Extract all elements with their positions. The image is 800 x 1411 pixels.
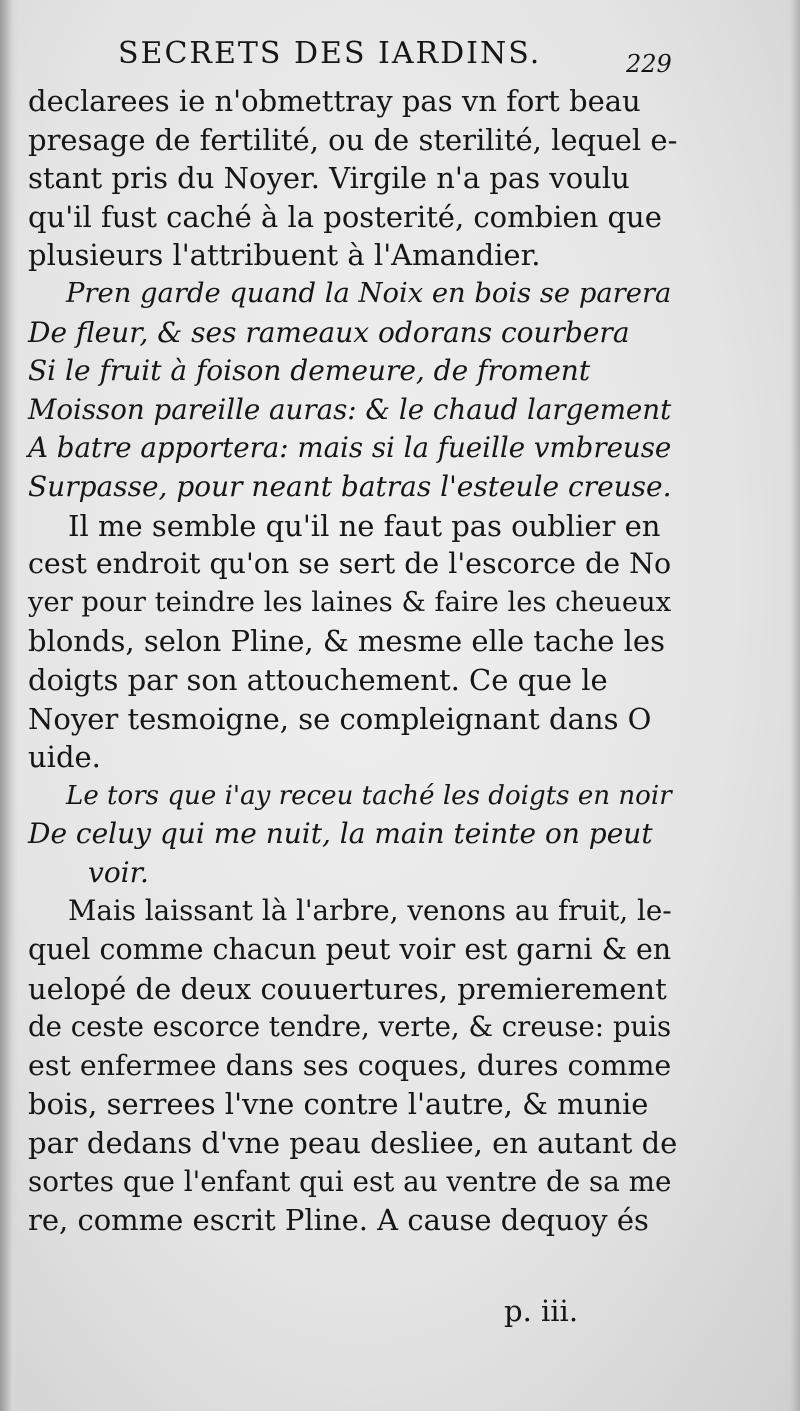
verse-line: De fleur, & ses rameaux odorans courbera <box>28 315 630 349</box>
text-line: blonds, selon Pline, & mesme elle tache les <box>28 624 665 659</box>
text-line: Mais laissant là l'arbre, venons au fruit, le- <box>68 894 672 928</box>
text-line: re, comme escrit Pline. A cause dequoy és <box>28 1203 649 1238</box>
text-line: bois, serrees l'vne contre l'autre, & munie <box>28 1087 649 1122</box>
verse-line: De celuy qui me nuit, la main teinte on peut <box>28 817 653 851</box>
page-edge-shadow <box>790 0 800 1411</box>
verse-line: Moisson pareille auras: & le chaud largement <box>28 392 672 426</box>
page-gutter-shadow <box>0 0 18 1411</box>
text-line: est enfermee dans ses coques, dures comme <box>28 1048 672 1082</box>
text-line: qu'il fust caché à la posterité, combien que <box>28 199 662 234</box>
verse-line: Le tors que i'ay receu taché les doigts en noir <box>66 780 672 811</box>
text-line: doigts par son attouchement. Ce que le <box>28 662 608 697</box>
verse-line: Surpasse, pour neant batras l'esteule creuse. <box>28 469 672 503</box>
text-line: Il me semble qu'il ne faut pas oublier en <box>68 508 661 543</box>
page-number: 229 <box>626 50 672 78</box>
page-text <box>28 82 678 1240</box>
text-line: par dedans d'vne peau desliee, en autant de <box>28 1126 678 1161</box>
verse-line: Si le fruit à foison demeure, de froment <box>28 354 591 388</box>
text-line: de ceste escorce tendre, verte, & creuse: puis <box>28 1011 672 1044</box>
text-line: sortes que l'enfant qui est au ventre de sa me <box>28 1164 672 1198</box>
verse-line: A batre apportera: mais si la fueille vmbreuse <box>28 431 672 465</box>
text-line: presage de fertilité, ou de sterilité, lequel e- <box>28 122 678 157</box>
text-line: plusieurs l'attribuent à l'Amandier. <box>28 238 541 273</box>
page-header <box>0 36 800 76</box>
text-line: uelopé de deux couuertures, premierement <box>28 971 667 1006</box>
text-line: quel comme chacun peut voir est garni & en <box>28 933 672 967</box>
text-line: uide. <box>28 740 101 775</box>
verse-line: Pren garde quand la Noix en bois se parera <box>66 277 672 309</box>
text-line: declarees ie n'obmettray pas vn fort beau <box>28 84 641 118</box>
signature-mark: p. iii. <box>504 1294 579 1328</box>
text-line: stant pris du Noyer. Virgile n'a pas voulu <box>28 161 630 196</box>
text-line: Noyer tesmoigne, se compleignant dans O <box>28 701 652 736</box>
running-head: SECRETS DES IARDINS. <box>118 36 542 71</box>
text-line: yer pour teindre les laines & faire les cheueux <box>28 586 672 618</box>
text-line: cest endroit qu'on se sert de l'escorce de No <box>28 547 672 581</box>
verse-line: voir. <box>88 855 149 889</box>
